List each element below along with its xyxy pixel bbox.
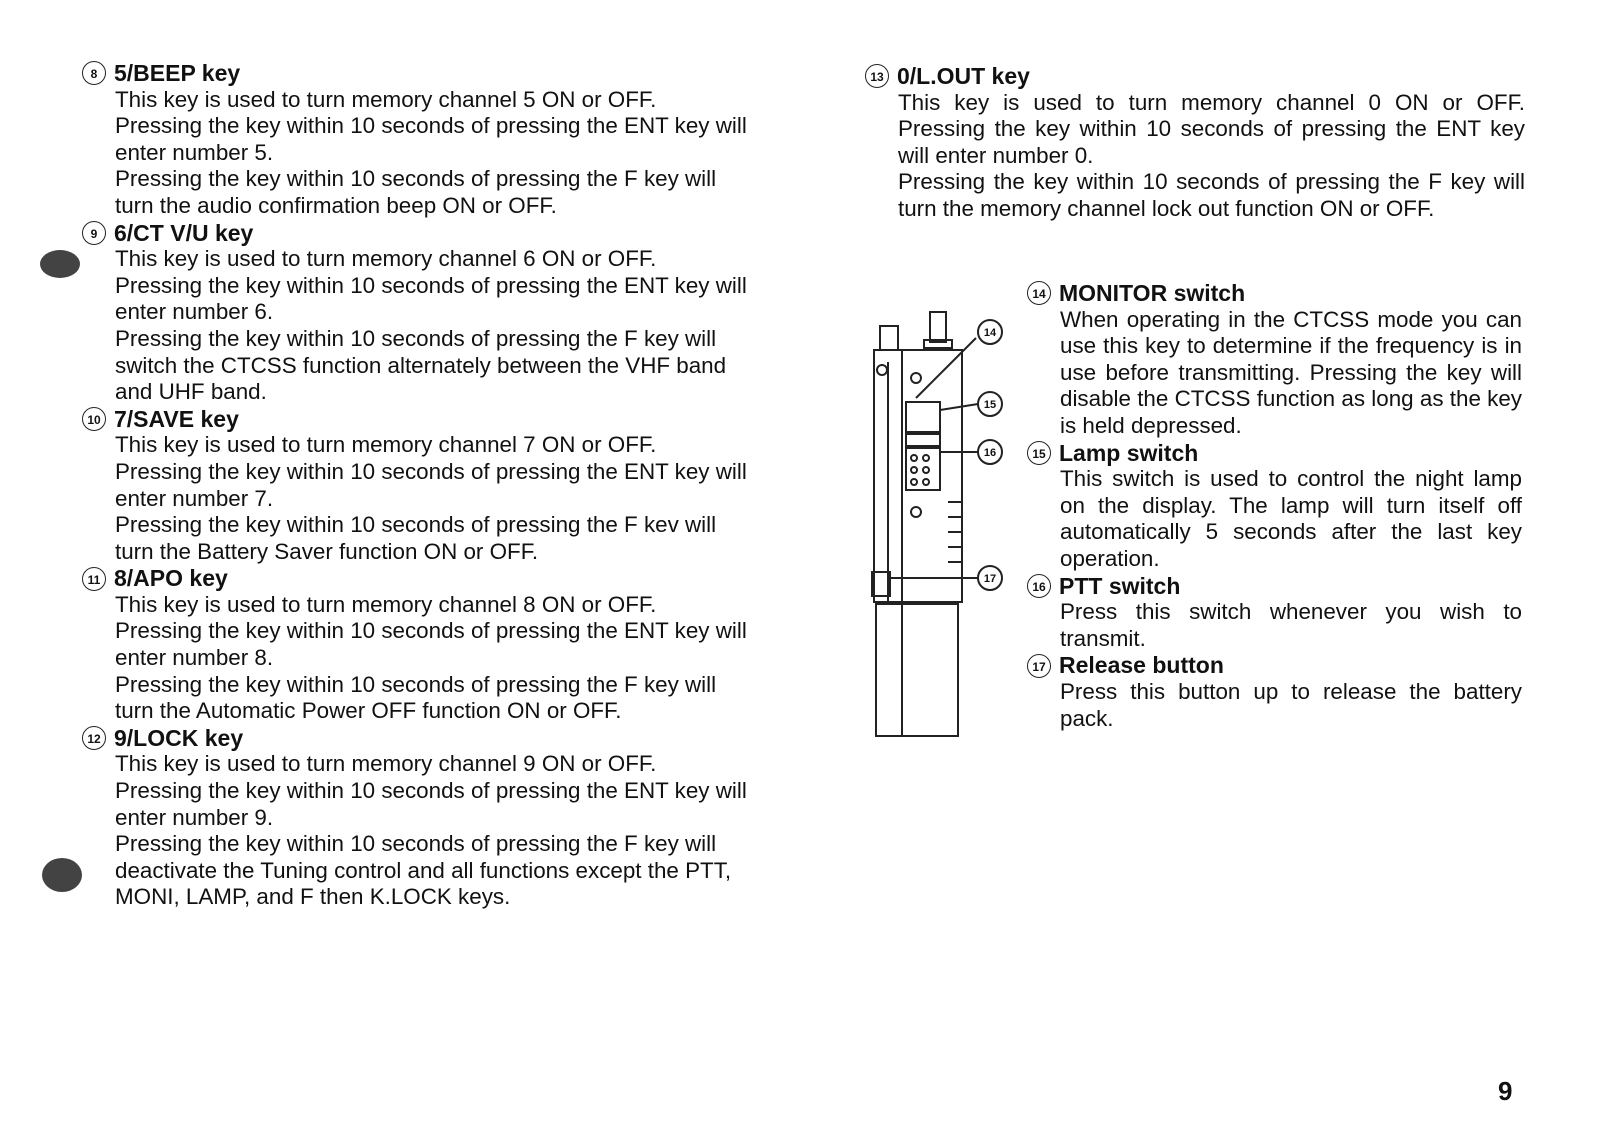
item-title: 7/SAVE key (114, 405, 239, 432)
item-paragraph: Pressing the key within 10 seconds of pressing the F key will switch the CTCSS function alternately between the VHF band and UHF band. (115, 325, 727, 405)
item-6-ct-vu-key (82, 220, 747, 406)
item-release-button (1027, 652, 1522, 732)
item-number-13: 13 (865, 64, 889, 88)
callout-label: 15 (983, 399, 997, 411)
item-title: Lamp switch (1059, 439, 1199, 466)
key-icon (923, 467, 929, 473)
item-number-14: 14 (1027, 281, 1051, 305)
item-title: 8/APO key (114, 565, 228, 592)
key-icon (923, 479, 929, 485)
callout-label: 17 (983, 573, 997, 585)
battery-pack (876, 604, 958, 736)
item-ptt-switch (1027, 573, 1522, 653)
lamp-button (906, 434, 940, 446)
item-number-12: 12 (82, 726, 106, 750)
item-lamp-switch (1027, 440, 1522, 573)
right-top-column (865, 63, 1525, 223)
key-icon (911, 467, 917, 473)
screw-icon (911, 373, 921, 383)
right-bottom-column (1027, 280, 1522, 732)
item-paragraph: This key is used to turn memory channel 0 ON or OFF. Pressing the key within 10 seconds of pressing the ENT key will enter number 0. (898, 89, 1525, 168)
item-number-17: 17 (1027, 654, 1051, 678)
item-9-lock-key (82, 725, 747, 911)
item-title: 9/LOCK key (114, 724, 244, 751)
item-paragraph: Pressing the key within 10 seconds of pressing the F key will turn the Automatic Power OFF function ON or OFF. (115, 671, 717, 724)
item-number-16: 16 (1027, 574, 1051, 598)
screw-icon (877, 365, 887, 375)
scan-smudge (42, 858, 82, 892)
item-number-11: 11 (82, 567, 106, 591)
item-title: 0/L.OUT key (897, 63, 1030, 89)
item-paragraph: Pressing the key within 10 seconds of pressing the F key will deactivate the Tuning control and all functions except the PTT, MONI, LAMP, and F then K.LOCK keys. (115, 831, 732, 910)
item-paragraph: Pressing the key within 10 seconds of pressing the F key will turn the audio confirmation beep ON or OFF. (115, 166, 717, 218)
item-paragraph: This key is used to turn memory channel 5 ON or OFF. Pressing the key within 10 seconds of pressing the ENT key will enter number 5. (115, 86, 747, 165)
key-icon (923, 455, 929, 461)
item-title: Release button (1059, 652, 1224, 679)
item-0-lout-key (865, 63, 1525, 223)
callout-label: 16 (983, 447, 997, 459)
item-paragraph: This key is used to turn memory channel 8 ON or OFF. Pressing the key within 10 seconds of pressing the ENT key will enter number 8. (115, 591, 747, 671)
display-panel (906, 402, 940, 432)
item-paragraph: When operating in the CTCSS mode you can use this key to determine if the frequency is in use before transmitting. Pressing the key will disable the CTCSS function as long as the key is held depressed. (1060, 306, 1522, 438)
leader-line (940, 404, 978, 410)
page-number: 9 (1498, 1076, 1513, 1106)
item-monitor-switch (1027, 280, 1522, 440)
item-paragraph: This key is used to turn memory channel 6 ON or OFF. Pressing the key within 10 seconds of pressing the ENT key will enter number 6. (115, 246, 747, 325)
item-8-apo-key (82, 565, 747, 725)
left-column (82, 60, 747, 911)
item-title: PTT switch (1059, 572, 1181, 599)
item-number-15: 15 (1027, 441, 1051, 465)
radio-side-view-figure (866, 302, 1036, 742)
item-paragraph: Pressing the key within 10 seconds of pressing the F kev will turn the Battery Saver function ON or OFF. (115, 512, 717, 564)
item-title: MONITOR switch (1059, 280, 1246, 306)
key-icon (911, 479, 917, 485)
item-number-9: 9 (82, 221, 106, 245)
item-title: 5/BEEP key (114, 60, 241, 86)
scan-smudge (40, 250, 80, 278)
screw-icon (911, 507, 921, 517)
item-paragraph: Press this switch whenever you wish to transmit. (1060, 599, 1522, 651)
item-title: 6/CT V/U key (114, 219, 254, 246)
item-7-save-key (82, 406, 747, 566)
item-paragraph: This key is used to turn memory channel 9 ON or OFF. Pressing the key within 10 seconds of pressing the ENT key will enter number 9. (115, 751, 747, 830)
item-number-10: 10 (82, 407, 106, 431)
callout-label: 14 (983, 327, 997, 339)
key-icon (911, 455, 917, 461)
item-paragraph: Press this button up to release the battery pack. (1060, 678, 1522, 731)
item-5-beep-key (82, 60, 747, 220)
item-number-8: 8 (82, 61, 106, 85)
item-paragraph: This key is used to turn memory channel 7 ON or OFF. Pressing the key within 10 seconds of pressing the ENT key will enter number 7. (115, 432, 747, 511)
item-paragraph: Pressing the key within 10 seconds of pressing the F key will turn the memory channel lock out function ON or OFF. (898, 169, 1525, 221)
item-paragraph: This switch is used to control the night lamp on the display. The lamp will turn itself off automatically 5 seconds after the last key operation. (1060, 466, 1522, 571)
knob (930, 312, 946, 342)
antenna-connector (880, 326, 898, 350)
